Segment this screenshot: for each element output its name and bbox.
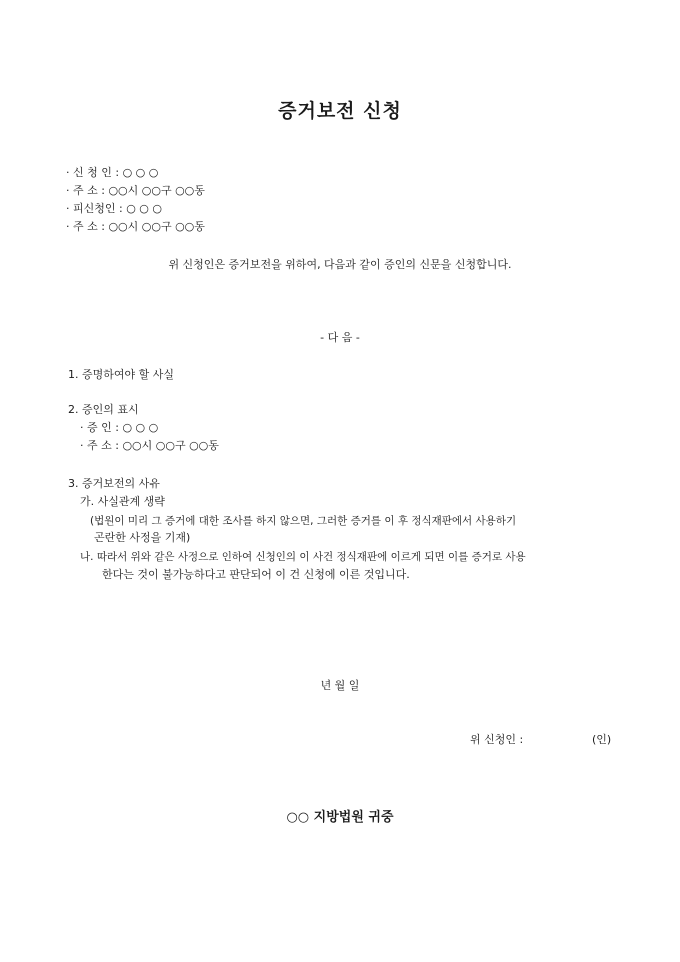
reason-a-line-1: (법원이 미리 그 증거에 대한 조사를 하지 않으면, 그러한 증거를 이 후 정식재판에서 사용하기 [90,515,517,527]
document-title: 증거보전 신청 [278,100,402,122]
reason-b-line-2: 한다는 것이 불가능하다고 판단되어 이 건 신청에 이른 것입니다. [102,568,410,581]
witness-line: · 증 인 : ○ ○ ○ [80,421,159,434]
court-addressee: ○○ 지방법원 귀중 [286,810,394,825]
seal-mark: (인) [592,733,612,746]
reason-a-title: 가. 사실관계 생략 [80,495,165,508]
witness-address-line: · 주 소 : ○○시 ○○구 ○○동 [80,439,219,452]
applicant-line: · 신 청 인 : ○ ○ ○ [66,166,159,179]
reason-a-line-2: 곤란한 사정을 기재) [94,531,191,544]
intro-paragraph: 위 신청인은 증거보전을 위하여, 다음과 같이 증인의 신문을 신청합니다. [168,258,512,271]
respondent-address-line: · 주 소 : ○○시 ○○구 ○○동 [66,220,205,233]
applicant-address-line: · 주 소 : ○○시 ○○구 ○○동 [66,184,205,197]
section-heading: - 다 음 - [320,331,360,344]
respondent-line: · 피신청인 : ○ ○ ○ [66,202,162,215]
section-1-title: 1. 증명하여야 할 사실 [68,368,174,381]
date-line: 년 월 일 [320,679,360,692]
section-2-title: 2. 증인의 표시 [68,403,139,416]
reason-b-line-1: 나. 따라서 위와 같은 사정으로 인하여 신청인의 이 사건 정식재판에 이르게 되면 이를 증거로 사용 [80,551,526,563]
section-3-title: 3. 증거보전의 사유 [68,477,160,490]
signature-label: 위 신청인 : [470,733,524,746]
